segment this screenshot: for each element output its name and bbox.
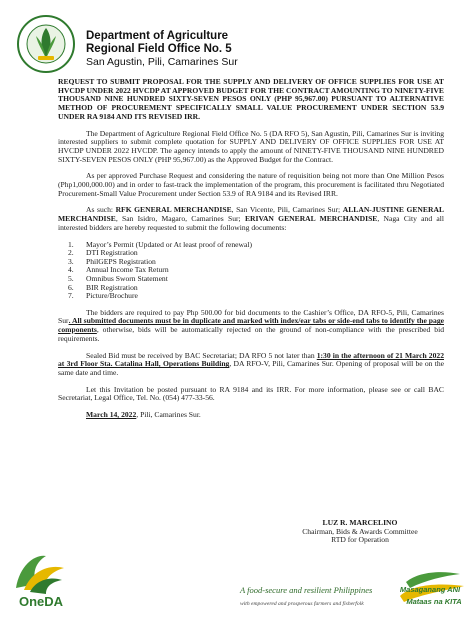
text-segment: , San Vicente, Pili, Camarines Sur; — [231, 205, 343, 215]
issue-date: March 14, 2022 — [86, 410, 137, 420]
list-text: PhilGEPS Registration — [86, 256, 156, 266]
supplier-rfk: RFK GENERAL MERCHANDISE — [115, 205, 232, 215]
logo-line-2: Mataas na KITA — [406, 597, 462, 606]
text-segment: , San Isidro, Magaro, Camarines Sur; — [115, 214, 245, 224]
header-department: Department of Agriculture — [86, 30, 229, 42]
signatory-office: RTD for Operation — [331, 535, 389, 545]
subject-heading: REQUEST TO SUBMIT PROPOSAL FOR THE SUPPLY AND DELIVERY OF OFFICE SUPPLIES FOR USE AT HVCDP UNDER 2022 HVCDP AT APPROVED BUDGET FOR THE CONTRACT AMOUNTING TO NINETY-FIVE THOUSAND NINE HUNDRED SIXTY-SEVEN PESOS ONLY (PHP 95,967.00) PURSUANT TO ALTERNATIVE METHOD OF PROCUREMENT SPECIFICALLY SMALL VALUE PROCUREMENT UNDER SECTION 53.9 UNDER RA 9184 AND ITS REVISED IRR. — [58, 77, 444, 121]
department-seal-logo — [16, 14, 76, 74]
list-number: 5. — [68, 273, 74, 283]
text-segment: , otherwise, bids will be automatically rejected on the ground of non-compliance with the prescribed bid requirements. — [58, 325, 444, 343]
paragraph-posting-notice: Let this Invitation be posted pursuant to RA 9184 and its IRR. For more information, please see or call BAC Secretariat, Legal Office, Tel. No. (054) 477-33-56. — [58, 384, 444, 403]
footer-subline: with empowered and prosperous farmers and fisherfolk — [240, 601, 364, 607]
list-text: Mayor’s Permit (Updated or At least proof of renewal) — [86, 239, 253, 249]
logo-line-1: Masaganang ANI — [399, 585, 461, 594]
signature-block — [280, 519, 440, 545]
issue-place: , Pili, Camarines Sur. — [136, 410, 201, 420]
header-office: Regional Field Office No. 5 — [86, 43, 232, 55]
paragraph-deadline — [58, 352, 444, 378]
list-text: DTI Registration — [86, 248, 138, 258]
office-header — [86, 30, 238, 69]
text-segment: , DA RFO-V, Pili, Camarines Sur. Opening of proposal will be on the same date and time. — [58, 359, 444, 377]
letter-body — [58, 78, 444, 420]
list-text: Omnibus Sworn Statement — [86, 273, 168, 283]
text-segment: The bidders are required to pay Php 500.00 for bid documents to the Cashier’s Office, DA RFO-5, Pili, Camarines Sur — [58, 307, 444, 326]
paragraph-bid-documents — [58, 309, 444, 344]
footer-tagline-block — [240, 585, 372, 607]
list-number: 1. — [68, 239, 74, 249]
date-line — [86, 411, 444, 420]
list-text: Annual Income Tax Return — [86, 265, 169, 275]
footer-tagline: A food-secure and resilient Philippines — [240, 585, 373, 595]
paragraph-invited-suppliers — [58, 206, 444, 232]
paragraph-invitation: The Department of Agriculture Regional Field Office No. 5 (DA RFO 5), San Agustin, Pili, Camarines Sur is inviting interested suppliers to submit complete quotation for SUPPLY AND DELIVERY OF OFFICE SUPPLIES FOR USE AT HVCDP UNDER 2022 HVCDP. The agency intends to apply the amount of NINETY-FIVE THOUSAND NINE HUNDRED SIXTY-SEVEN PESOS ONLY (PHP 95,967.00) as the Approved Budget for the Contract. — [58, 128, 444, 164]
list-text: BIR Registration — [86, 282, 138, 292]
list-text: Picture/Brochure — [86, 291, 138, 301]
text-segment: As such: — [86, 205, 116, 215]
list-number: 4. — [68, 265, 74, 275]
signatory-title: Chairman, Bids & Awards Committee — [302, 526, 418, 536]
supplier-erivan: ERIVAN GENERAL MERCHANDISE — [244, 214, 378, 224]
header-address: San Agustin, Pili, Camarines Sur — [86, 56, 238, 68]
list-item — [58, 292, 444, 301]
list-number: 7. — [68, 291, 74, 301]
list-number: 6. — [68, 282, 74, 292]
masaganang-ani-logo — [396, 562, 468, 622]
paragraph-procurement-basis: As per approved Purchase Request and considering the nature of requisition being not more than One Million Pesos (Php1,000,000.00) and in order to fast-track the implementation of the program, this procurement is facilitated thru Negotiated Procurement-Small Value Procurement under Section 53.9 of RA 9184 and its Revised IRR. — [58, 171, 444, 198]
list-number: 3. — [68, 256, 74, 266]
text-segment: , Naga City and all interested bidders are hereby requested to submit the following documents: — [58, 214, 444, 232]
oneda-logo — [6, 548, 76, 620]
emphasis-duplicate-requirement: . All submitted documents must be in duplicate and marked with index/ear tabs or side-end tabs to identify the page components — [58, 316, 444, 335]
requirements-list — [58, 241, 444, 301]
emphasis-deadline: 1:30 in the afternoon of 21 March 2022 at 3rd Floor Sta. Catalina Hall, Operations Building — [58, 350, 444, 369]
list-number: 2. — [68, 248, 74, 258]
oneda-text: OneDA — [18, 594, 64, 609]
text-segment: Sealed Bid must be received by BAC Secretariat; DA RFO 5 not later than — [86, 350, 317, 360]
signatory-name: LUZ R. MARCELINO — [322, 518, 398, 527]
supplier-allan-justine: ALLAN-JUSTINE GENERAL MERCHANDISE — [58, 205, 445, 224]
